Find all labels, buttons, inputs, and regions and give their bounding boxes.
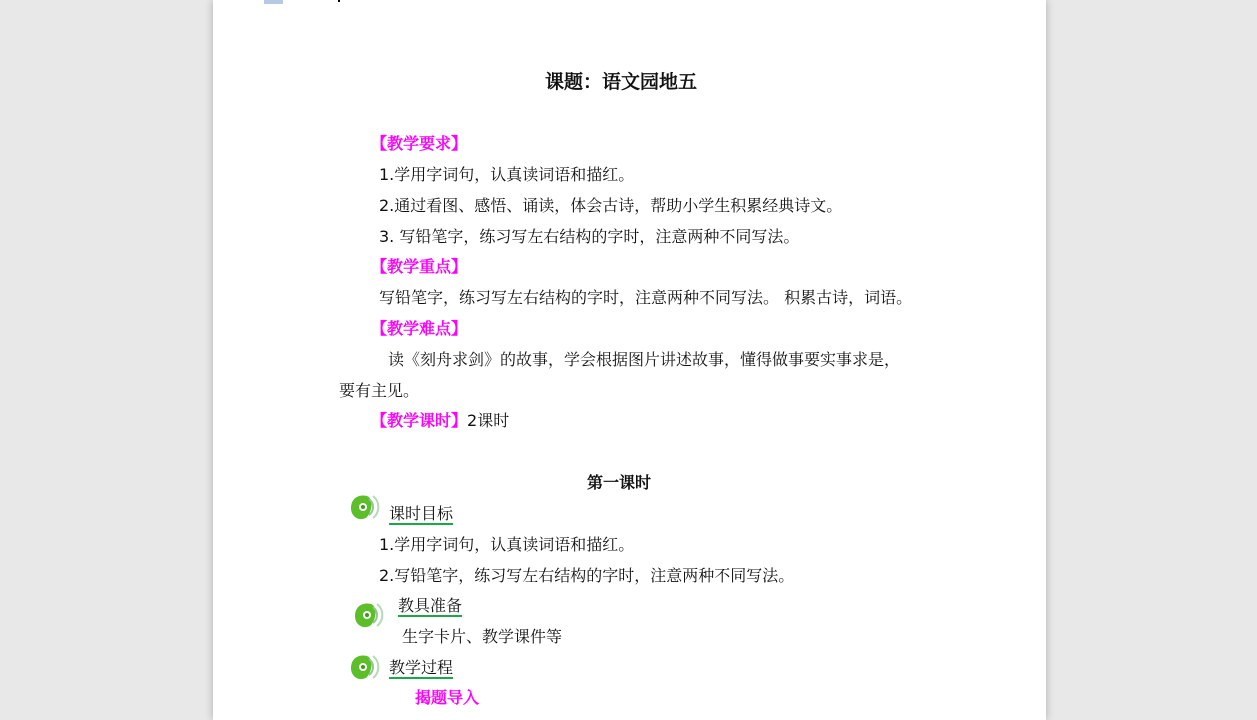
goal-item: 1.学用字词句，认真读词语和描红。 xyxy=(379,535,635,554)
key-points-label: 【教学重点】 xyxy=(371,257,468,276)
key-points-text: 写铅笔字，练习写左右结构的字时，注意两种不同写法。 积累古诗，词语。 xyxy=(379,288,913,307)
document-page xyxy=(213,0,1046,720)
leaf-sound-icon xyxy=(347,650,381,682)
section-process: 教学过程 xyxy=(389,658,454,677)
requirements-label: 【教学要求】 xyxy=(371,134,468,153)
requirement-item: 3. 写铅笔字，练习写左右结构的字时，注意两种不同写法。 xyxy=(379,227,800,246)
difficulties-text: 读《刻舟求剑》的故事，学会根据图片讲述故事，懂得做事要实事求是， xyxy=(388,350,901,369)
text-cursor xyxy=(338,0,340,2)
difficulties-label: 【教学难点】 xyxy=(371,319,468,338)
leaf-sound-icon xyxy=(347,490,381,522)
goal-item: 2.写铅笔字，练习写左右结构的字时，注意两种不同写法。 xyxy=(379,566,795,585)
tools-text: 生字卡片、教学课件等 xyxy=(402,627,563,646)
hours-line xyxy=(371,411,509,431)
document-title: 课题：语文园地五 xyxy=(545,71,698,93)
section-tools: 教具准备 xyxy=(398,596,463,615)
selection-highlight xyxy=(264,0,283,4)
process-first-step: 揭题导入 xyxy=(415,688,480,707)
leaf-sound-icon xyxy=(351,598,385,630)
requirement-item: 2.通过看图、感悟、诵读，体会古诗，帮助小学生积累经典诗文。 xyxy=(379,196,843,215)
difficulties-text-cont: 要有主见。 xyxy=(339,381,420,400)
requirement-item: 1.学用字词句，认真读词语和描红。 xyxy=(379,165,635,184)
hours-value: 2课时 xyxy=(467,411,510,430)
lesson-heading: 第一课时 xyxy=(587,473,652,492)
hours-label: 【教学课时】 xyxy=(371,411,468,430)
section-goals: 课时目标 xyxy=(389,504,454,523)
